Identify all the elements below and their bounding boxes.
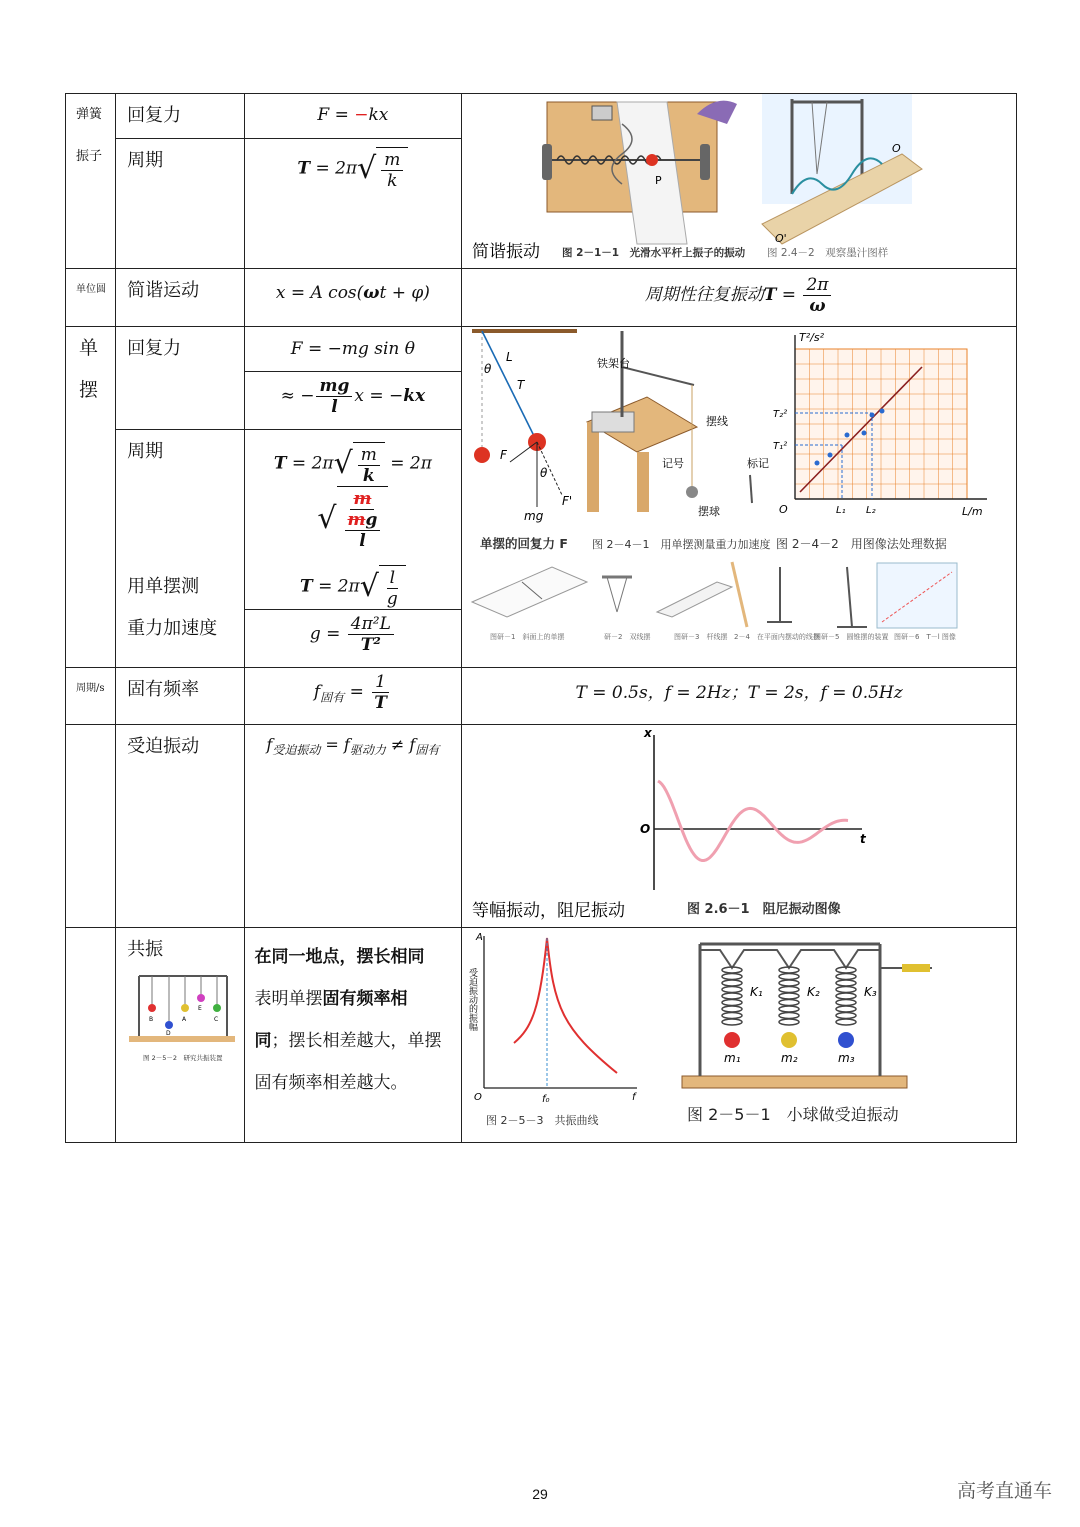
f-arrow — [510, 442, 537, 462]
topic-pendulum-period: 周期 — [127, 441, 164, 462]
side-label-spring — [66, 94, 116, 269]
caption-shm: 简谐振动 — [472, 242, 541, 262]
spring-coil-loop — [779, 1000, 799, 1006]
spring-coil-loop — [722, 1000, 742, 1006]
shm-period-frac: $\frac{2\pi}{\omega}$ — [803, 275, 831, 316]
spring-coil-loop — [836, 1000, 856, 1006]
resonance-text-cell — [244, 928, 462, 1143]
spring-coil-loop — [836, 980, 856, 986]
mass-1 — [724, 1032, 740, 1048]
spring-coil-loop — [722, 987, 742, 993]
spring-coil-loop — [722, 993, 742, 999]
label-p: P — [655, 174, 662, 187]
res-line-2b: 固有频率相 — [322, 989, 408, 1009]
row-resonance — [66, 928, 1017, 1143]
spring-coil-loop — [722, 1006, 742, 1012]
label-m2: m₂ — [781, 1051, 798, 1065]
spring-coil-loop — [779, 1013, 799, 1019]
ball-d — [165, 1021, 173, 1029]
ball-c — [213, 1004, 221, 1012]
spring-figures — [462, 94, 1015, 264]
spring-coil-loop — [722, 1013, 742, 1019]
row-shm — [66, 269, 1017, 327]
spring-coil-loop — [836, 1006, 856, 1012]
label-ball: 摆球 — [698, 505, 721, 518]
pendulum-string — [482, 331, 537, 442]
spring-coil-loop — [836, 987, 856, 993]
strip-cap-3: 图研－3 杆线摆 — [674, 633, 728, 641]
label-mark: 记号 — [662, 457, 685, 470]
spring-coil-loop — [779, 974, 799, 980]
wheel-left — [542, 144, 552, 180]
strip-fig-3 — [657, 582, 732, 617]
topic-spring-period: 周期 — [116, 139, 244, 269]
t2-l-graph — [747, 331, 987, 518]
tick-t2: T₂² — [773, 409, 788, 420]
table-leg-2 — [637, 452, 649, 512]
formula-spring-period: T = 2π √ $\frac{m}{k}$ — [244, 139, 462, 269]
curve-caption: 图 2－5－3 共振曲线 — [486, 1114, 599, 1127]
fig-caption-2-1-1: 图 2－1－1 光滑水平杆上振子的振动 — [562, 247, 746, 259]
label-L: L — [506, 350, 513, 364]
fig-b-caption: 图 2－4－1 用单摆测量重力加速度 — [592, 538, 771, 551]
strip-fig-6 — [877, 563, 957, 628]
label-iron-stand: 铁架台 — [597, 357, 631, 370]
data-point — [828, 453, 833, 458]
spring-coil-loop — [722, 974, 742, 980]
curve-axis-f: f — [632, 1092, 636, 1103]
row-pendulum-restore-1 — [66, 327, 1017, 372]
formula-pendulum-restore-2: ≈ − $\frac{mg}{l}$ x = −kx — [244, 372, 462, 430]
res-line-1: 在同一地点，摆长相同 — [254, 947, 425, 967]
row-spring-restore — [66, 94, 1017, 139]
strip-fig-5-pole — [847, 567, 852, 627]
minus-sign: − — [354, 105, 369, 125]
spacer — [127, 464, 243, 566]
oscillator-ball — [646, 154, 658, 166]
forced-figure-cell — [462, 725, 1017, 928]
formula-natural: $f_{固有}$ = $\frac{1}{T}$ — [244, 668, 462, 725]
res-line-2a: 表明单摆 — [254, 989, 323, 1009]
strip-cap-4: 2－4 在平面内摆动的线摆 — [734, 633, 821, 641]
fig-caption-2-4-2: 图 2.4－2 观察墨汁图样 — [767, 247, 889, 259]
label-T: T — [517, 378, 525, 392]
ball-a — [181, 1004, 189, 1012]
tick-t1: T₁² — [773, 441, 788, 452]
label-o: O — [892, 142, 901, 155]
spring-coil-loop — [779, 987, 799, 993]
graph-y-label: T²/s² — [799, 331, 825, 344]
formula-shm: x = A cos(ωt + φ) — [244, 269, 462, 327]
resonance-device — [127, 968, 237, 1078]
label-F-prime: F' — [562, 494, 573, 508]
spring-coil-loop — [836, 1019, 856, 1025]
label-mark-2: 标记 — [747, 457, 770, 470]
side-label-pendulum — [66, 327, 116, 668]
label-m3: m₃ — [838, 1051, 855, 1065]
curve-axis-a: A — [476, 932, 484, 943]
ball-label-b: B — [149, 1016, 154, 1023]
data-point — [845, 433, 850, 438]
topic-resonance: 共振 — [127, 939, 164, 960]
spring-coil-loop — [779, 1006, 799, 1012]
strip-cap-6: 图研－6 T－l 图像 — [894, 633, 957, 641]
ball-label-d: D — [166, 1030, 171, 1037]
damped-figure — [462, 725, 1015, 923]
strip-fig-2-r — [617, 577, 627, 612]
side-label-spring-2: 振子 — [76, 149, 103, 164]
formula-pendulum-restore-1: F = −mg sin θ — [244, 327, 462, 372]
side-empty-resonance — [66, 928, 116, 1143]
watermark: 高考直通车 — [956, 1480, 1052, 1502]
strip-cap-1: 图研－1 斜面上的单摆 — [490, 633, 565, 641]
strip-fig-1 — [472, 567, 587, 617]
graph-x-label: L/m — [962, 505, 983, 518]
label-m1: m₁ — [724, 1051, 741, 1065]
pendulum-bob-b — [686, 486, 698, 498]
ball-label-e: E — [198, 1005, 202, 1012]
spring-coil-loop — [779, 993, 799, 999]
formula-g: g = $\frac{\text{4π²L}}{\text{T²}}$ — [244, 610, 462, 668]
ball-b — [148, 1004, 156, 1012]
device-base — [129, 1036, 235, 1042]
spring-coil-loop — [836, 974, 856, 980]
side-label-spring-1: 弹簧 — [76, 107, 103, 122]
curve-origin: O — [474, 1092, 483, 1103]
data-point — [815, 461, 820, 466]
strip-cap-5: 图研－5 圆锥摆的装置 — [814, 633, 889, 641]
damped-curve — [658, 781, 848, 861]
ball-label-c: C — [214, 1016, 219, 1023]
label-o-prime: O' — [775, 232, 787, 245]
forced-caption: 等幅振动，阻尼振动 — [472, 901, 626, 921]
ball-label-a: A — [182, 1016, 187, 1023]
topic-natural: 固有频率 — [116, 668, 244, 725]
formula-pendulum-period — [244, 430, 462, 610]
fig-c-caption: 图 2－4－2 用图像法处理数据 — [776, 537, 947, 551]
shm-right-cell: 周期性往复振动T = $\frac{2\pi}{\omega}$ — [462, 269, 1017, 327]
data-point — [880, 409, 885, 414]
side-label-pendulum-2: 摆 — [79, 379, 99, 401]
formula-forced: $f_{受迫振动} = f_{驱动力} \ne f_{固有}$ — [244, 725, 462, 928]
pendulum-figures — [462, 327, 1015, 655]
spring-figure-cell — [462, 94, 1017, 269]
label-theta-1: θ — [484, 362, 492, 376]
marker-pen — [750, 475, 752, 503]
stand-arm — [622, 367, 694, 385]
strip-fig-3-rod — [732, 562, 747, 627]
resonance-figure-cell — [462, 928, 1017, 1143]
res-line-3b: ；摆长相差越大，单摆 — [271, 1031, 442, 1051]
spring-coil-loop — [836, 993, 856, 999]
label-theta-2: θ — [540, 466, 548, 480]
label-k2: K₂ — [807, 985, 820, 999]
shm-right-text: 周期性往复振动 — [644, 285, 764, 305]
mass-2 — [781, 1032, 797, 1048]
res-line-2 — [255, 978, 452, 1020]
damped-x-label: x — [644, 726, 652, 740]
row-natural-frequency — [66, 668, 1017, 725]
res-line-3 — [255, 1020, 452, 1062]
resonance-curve — [514, 938, 617, 1073]
res-line-3a: 同 — [254, 1031, 272, 1051]
notes-table-wrapper — [65, 93, 1017, 1143]
damped-origin: O — [640, 822, 651, 836]
side-label-shm: 单位圆 — [66, 269, 116, 327]
wheel-right — [700, 144, 710, 180]
tick-l2: L₂ — [866, 505, 876, 516]
notes-table — [65, 93, 1017, 1143]
formula-pendulum-period-1: T = 2π √ $\frac{m}{k}$ = 2π √ $\frac{m}{\frac{mg}{l}}$ — [245, 442, 462, 551]
strip-cap-2: 研－2 双线摆 — [604, 633, 651, 641]
spring-coil-loop — [722, 980, 742, 986]
curve-f0: f₀ — [542, 1094, 550, 1105]
natural-right-text: T = 0.5s，f = 2Hz；T = 2s，f = 0.5Hz — [462, 668, 1017, 725]
topic-forced: 受迫振动 — [116, 725, 244, 928]
fig-a-caption: 单摆的回复力 F — [480, 536, 569, 551]
stand-base — [592, 412, 634, 432]
side-empty-forced — [66, 725, 116, 928]
spring-coil-loop — [722, 1019, 742, 1025]
spring-group — [722, 967, 856, 1025]
pendulum-ball-rest — [474, 447, 490, 463]
springs-caption: 图 2－5－1 小球做受迫振动 — [687, 1105, 899, 1124]
resonance-topic-cell — [116, 928, 244, 1143]
mass-3 — [838, 1032, 854, 1048]
page-number: 29 — [532, 1486, 548, 1502]
graph-origin: O — [779, 503, 788, 516]
pendulum-figure-cell — [462, 327, 1017, 668]
clamp-block — [592, 106, 612, 120]
side-label-pendulum-1: 单 — [79, 337, 99, 359]
table-leg-1 — [587, 422, 599, 512]
topic-measure-1: 用单摆测 — [127, 576, 200, 597]
formula-spring-restore: F = −kx — [244, 94, 462, 139]
figure-strip — [472, 562, 957, 641]
topic-shm: 简谐运动 — [116, 269, 244, 327]
forced-fig-caption: 图 2.6－1 阻尼振动图像 — [687, 902, 841, 917]
spring-coil-loop — [836, 1013, 856, 1019]
res-line-4: 固有频率相差越大。 — [254, 1073, 408, 1093]
topic-pendulum-period-cell — [116, 430, 244, 668]
topic-measure-2: 重力加速度 — [127, 618, 218, 639]
shm-period-t: T — [763, 285, 777, 305]
drive-wire — [700, 950, 880, 968]
label-mg: mg — [524, 509, 544, 523]
topic-spring-restore: 回复力 — [116, 94, 244, 139]
label-k3: K₃ — [864, 985, 877, 999]
label-string: 摆线 — [706, 415, 729, 428]
spring-coil-loop — [779, 1019, 799, 1025]
side-label-natural: 周期/s — [66, 668, 116, 725]
device-caption: 图 2－5－2 研究共振装置 — [143, 1054, 223, 1062]
formula-pendulum-period-2: T = 2π √ $\frac{l}{g}$ — [245, 565, 462, 609]
tick-l1: L₁ — [836, 505, 846, 516]
resonance-figures — [462, 928, 1015, 1138]
springs-base — [682, 1076, 907, 1088]
ball-e — [197, 994, 205, 1002]
damped-t-label: t — [860, 832, 866, 846]
row-forced — [66, 725, 1017, 928]
curve-y-label: 受迫振动的振幅 — [467, 968, 478, 1031]
data-point — [862, 431, 867, 436]
crank-grip — [902, 964, 930, 972]
label-k1: K₁ — [750, 985, 763, 999]
label-F: F — [500, 448, 508, 462]
strip-fig-2-l — [607, 577, 617, 612]
spring-coil-loop — [779, 980, 799, 986]
topic-pendulum-restore: 回复力 — [116, 327, 244, 430]
